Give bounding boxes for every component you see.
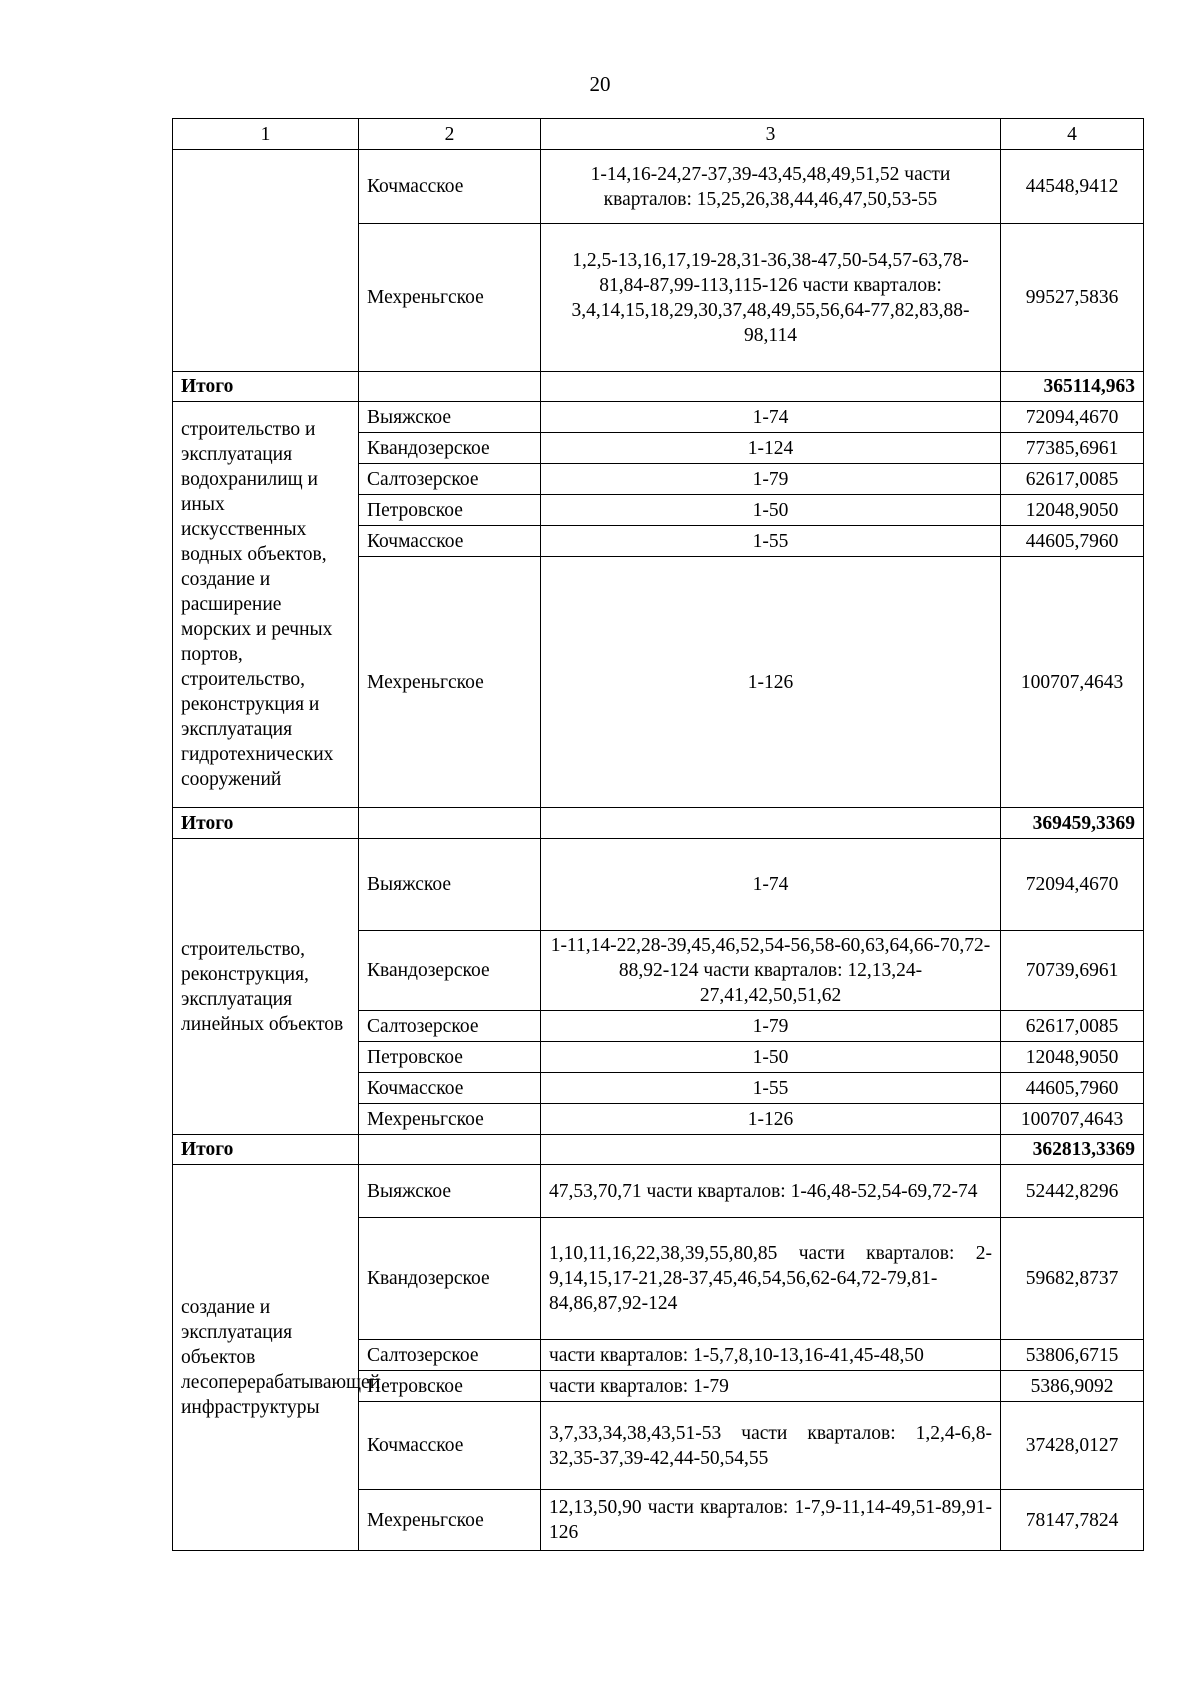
- use-type-cell: создание и эксплуатация объектов лесоперерабатывающей инфраструктуры: [173, 1165, 359, 1551]
- area-cell: 100707,4643: [1001, 1104, 1144, 1135]
- total-row: [173, 808, 1144, 839]
- district-cell: Выяжское: [359, 839, 541, 931]
- quarters-cell: 1-124: [541, 433, 1001, 464]
- total-row: [173, 1135, 1144, 1165]
- district-cell: Кочмасское: [359, 150, 541, 224]
- quarters-cell: 1,10,11,16,22,38,39,55,80,85 части кварталов: 2-9,14,15,17-21,28-37,45,46,54,56,62-64,72-79,81-84,86,87,92-124: [541, 1218, 1001, 1340]
- district-cell: Кочмасское: [359, 1402, 541, 1490]
- district-cell: Выяжское: [359, 1165, 541, 1218]
- total-row: [173, 372, 1144, 402]
- area-cell: 12048,9050: [1001, 495, 1144, 526]
- quarters-cell: 1-55: [541, 1073, 1001, 1104]
- district-cell: Мехреньгское: [359, 1490, 541, 1551]
- quarters-cell: 1-50: [541, 1042, 1001, 1073]
- area-cell: 59682,8737: [1001, 1218, 1144, 1340]
- quarters-cell: части кварталов: 1-5,7,8,10-13,16-41,45-48,50: [541, 1340, 1001, 1371]
- total-label: Итого: [173, 808, 359, 839]
- quarters-cell: 1-79: [541, 464, 1001, 495]
- empty-cell: [359, 808, 541, 839]
- total-area: 365114,963: [1001, 372, 1144, 402]
- area-cell: 70739,6961: [1001, 931, 1144, 1011]
- total-label: Итого: [173, 1135, 359, 1165]
- district-cell: Квандозерское: [359, 433, 541, 464]
- district-cell: Петровское: [359, 495, 541, 526]
- area-cell: 5386,9092: [1001, 1371, 1144, 1402]
- table-row: [173, 839, 1144, 931]
- quarters-cell: 47,53,70,71 части кварталов: 1-46,48-52,54-69,72-74: [541, 1165, 1001, 1218]
- quarters-cell: 1-55: [541, 526, 1001, 557]
- empty-cell: [359, 1135, 541, 1165]
- district-cell: Квандозерское: [359, 1218, 541, 1340]
- empty-cell: [359, 372, 541, 402]
- empty-cell: [541, 372, 1001, 402]
- district-cell: Петровское: [359, 1371, 541, 1402]
- district-cell: Мехреньгское: [359, 1104, 541, 1135]
- table-row: [173, 150, 1144, 224]
- district-cell: Мехреньгское: [359, 557, 541, 808]
- quarters-cell: 12,13,50,90 части кварталов: 1-7,9-11,14-49,51-89,91-126: [541, 1490, 1001, 1551]
- quarters-cell: 1-126: [541, 557, 1001, 808]
- column-header: 1: [173, 119, 359, 150]
- district-cell: Салтозерское: [359, 1011, 541, 1042]
- area-cell: 37428,0127: [1001, 1402, 1144, 1490]
- area-cell: 78147,7824: [1001, 1490, 1144, 1551]
- district-cell: Мехреньгское: [359, 224, 541, 372]
- area-cell: 100707,4643: [1001, 557, 1144, 808]
- area-cell: 53806,6715: [1001, 1340, 1144, 1371]
- area-cell: 62617,0085: [1001, 1011, 1144, 1042]
- column-header: 2: [359, 119, 541, 150]
- total-area: 369459,3369: [1001, 808, 1144, 839]
- district-cell: Квандозерское: [359, 931, 541, 1011]
- use-type-cell: [173, 150, 359, 372]
- quarters-cell: части кварталов: 1-79: [541, 1371, 1001, 1402]
- district-cell: Салтозерское: [359, 1340, 541, 1371]
- area-cell: 44548,9412: [1001, 150, 1144, 224]
- area-cell: 72094,4670: [1001, 839, 1144, 931]
- district-cell: Выяжское: [359, 402, 541, 433]
- quarters-cell: 1-74: [541, 839, 1001, 931]
- table-row: [173, 1165, 1144, 1218]
- total-area: 362813,3369: [1001, 1135, 1144, 1165]
- quarters-cell: 1-50: [541, 495, 1001, 526]
- quarters-cell: 1-74: [541, 402, 1001, 433]
- area-cell: 62617,0085: [1001, 464, 1144, 495]
- area-cell: 52442,8296: [1001, 1165, 1144, 1218]
- table-row: [173, 402, 1144, 433]
- quarters-cell: 3,7,33,34,38,43,51-53 части кварталов: 1,2,4-6,8-32,35-37,39-42,44-50,54,55: [541, 1402, 1001, 1490]
- table-header-row: [173, 119, 1144, 150]
- quarters-cell: 1-14,16-24,27-37,39-43,45,48,49,51,52 части кварталов: 15,25,26,38,44,46,47,50,53-55: [541, 150, 1001, 224]
- empty-cell: [541, 808, 1001, 839]
- area-cell: 72094,4670: [1001, 402, 1144, 433]
- empty-cell: [541, 1135, 1001, 1165]
- page-number: 20: [589, 72, 611, 96]
- area-cell: 44605,7960: [1001, 526, 1144, 557]
- quarters-cell: 1-79: [541, 1011, 1001, 1042]
- area-cell: 12048,9050: [1001, 1042, 1144, 1073]
- district-cell: Салтозерское: [359, 464, 541, 495]
- column-header: 4: [1001, 119, 1144, 150]
- district-cell: Кочмасское: [359, 1073, 541, 1104]
- total-label: Итого: [173, 372, 359, 402]
- district-cell: Кочмасское: [359, 526, 541, 557]
- use-type-cell: строительство и эксплуатация водохранилищ и иных искусственных водных объектов, создание и расширение морских и речных портов, строительство, реконструкция и эксплуатация гидротехнических сооружений: [173, 402, 359, 808]
- column-header: 3: [541, 119, 1001, 150]
- area-cell: 77385,6961: [1001, 433, 1144, 464]
- quarters-cell: 1,2,5-13,16,17,19-28,31-36,38-47,50-54,57-63,78-81,84-87,99-113,115-126 части кварталов: 3,4,14,15,18,29,30,37,48,49,55,56,64-77,82,83,88-98,114: [541, 224, 1001, 372]
- area-cell: 99527,5836: [1001, 224, 1144, 372]
- district-cell: Петровское: [359, 1042, 541, 1073]
- quarters-cell: 1-11,14-22,28-39,45,46,52,54-56,58-60,63,64,66-70,72-88,92-124 части кварталов: 12,13,24-27,41,42,50,51,62: [541, 931, 1001, 1011]
- area-cell: 44605,7960: [1001, 1073, 1144, 1104]
- quarters-cell: 1-126: [541, 1104, 1001, 1135]
- forest-use-table: [172, 118, 1144, 1551]
- use-type-cell: строительство, реконструкция, эксплуатация линейных объектов: [173, 839, 359, 1135]
